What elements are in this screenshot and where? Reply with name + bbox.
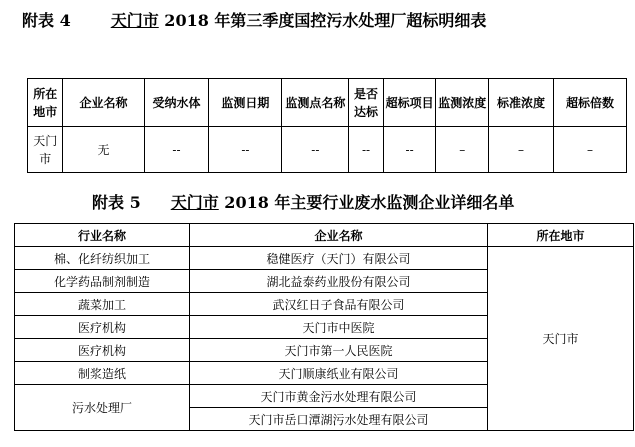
company-cell: 天门顺康纸业有限公司 [190,362,488,385]
company-cell: 湖北益泰药业股份有限公司 [190,270,488,293]
industry-cell: 医疗机构 [15,316,190,339]
appendix-4-table [27,78,627,173]
industry-cell: 医疗机构 [15,339,190,362]
table-row [15,247,634,270]
appendix-5-header-row [15,224,634,247]
appendix-5-label: 附表 5 [92,193,141,212]
header-cell: 监测浓度 [436,79,489,127]
header-cell: 是否达标 [349,79,383,127]
appendix-4-label: 附表 4 [22,11,71,30]
company-cell: 天门市岳口潭湖污水处理有限公司 [190,408,488,431]
header-cell: 所在地市 [488,224,634,247]
company-cell: 天门市第一人民医院 [190,339,488,362]
header-cell: 企业名称 [63,79,144,127]
table-cell: -- [209,127,282,173]
header-cell: 标准浓度 [489,79,554,127]
company-cell: 天门市黄金污水处理有限公司 [190,385,488,408]
industry-cell: 棉、化纤纺织加工 [15,247,190,270]
header-cell: 监测点名称 [282,79,349,127]
appendix-5-title-text: 2018 年主要行业废水监测企业详细名单 [218,193,515,212]
appendix-4-city: 天门市 [110,11,159,30]
appendix-5-city: 天门市 [170,193,219,212]
company-cell: 武汉红日子食品有限公司 [190,293,488,316]
appendix-5-table [14,223,634,431]
header-cell: 所在地市 [28,79,63,127]
table-cell: -- [144,127,209,173]
table-cell: -- [349,127,383,173]
table-cell: 天门市 [28,127,63,173]
table-cell: – [553,127,626,173]
industry-cell: 制浆造纸 [15,362,190,385]
table-cell: -- [282,127,349,173]
header-cell: 超标项目 [383,79,436,127]
city-cell: 天门市 [488,247,634,431]
header-cell: 行业名称 [15,224,190,247]
table-cell: 无 [63,127,144,173]
header-cell: 企业名称 [190,224,488,247]
industry-cell: 化学药品制剂制造 [15,270,190,293]
industry-cell: 蔬菜加工 [15,293,190,316]
industry-cell: 污水处理厂 [15,385,190,431]
appendix-4-title [22,8,486,31]
table-cell: -- [383,127,436,173]
company-cell: 天门市中医院 [190,316,488,339]
appendix-5-title [92,190,514,213]
company-cell: 稳健医疗（天门）有限公司 [190,247,488,270]
header-cell: 监测日期 [209,79,282,127]
header-cell: 超标倍数 [553,79,626,127]
table-cell: – [489,127,554,173]
header-cell: 受纳水体 [144,79,209,127]
table-cell: – [436,127,489,173]
appendix-4-title-text: 2018 年第三季度国控污水处理厂超标明细表 [158,11,487,30]
appendix-4-header-row [28,79,627,127]
table-row [28,127,627,173]
